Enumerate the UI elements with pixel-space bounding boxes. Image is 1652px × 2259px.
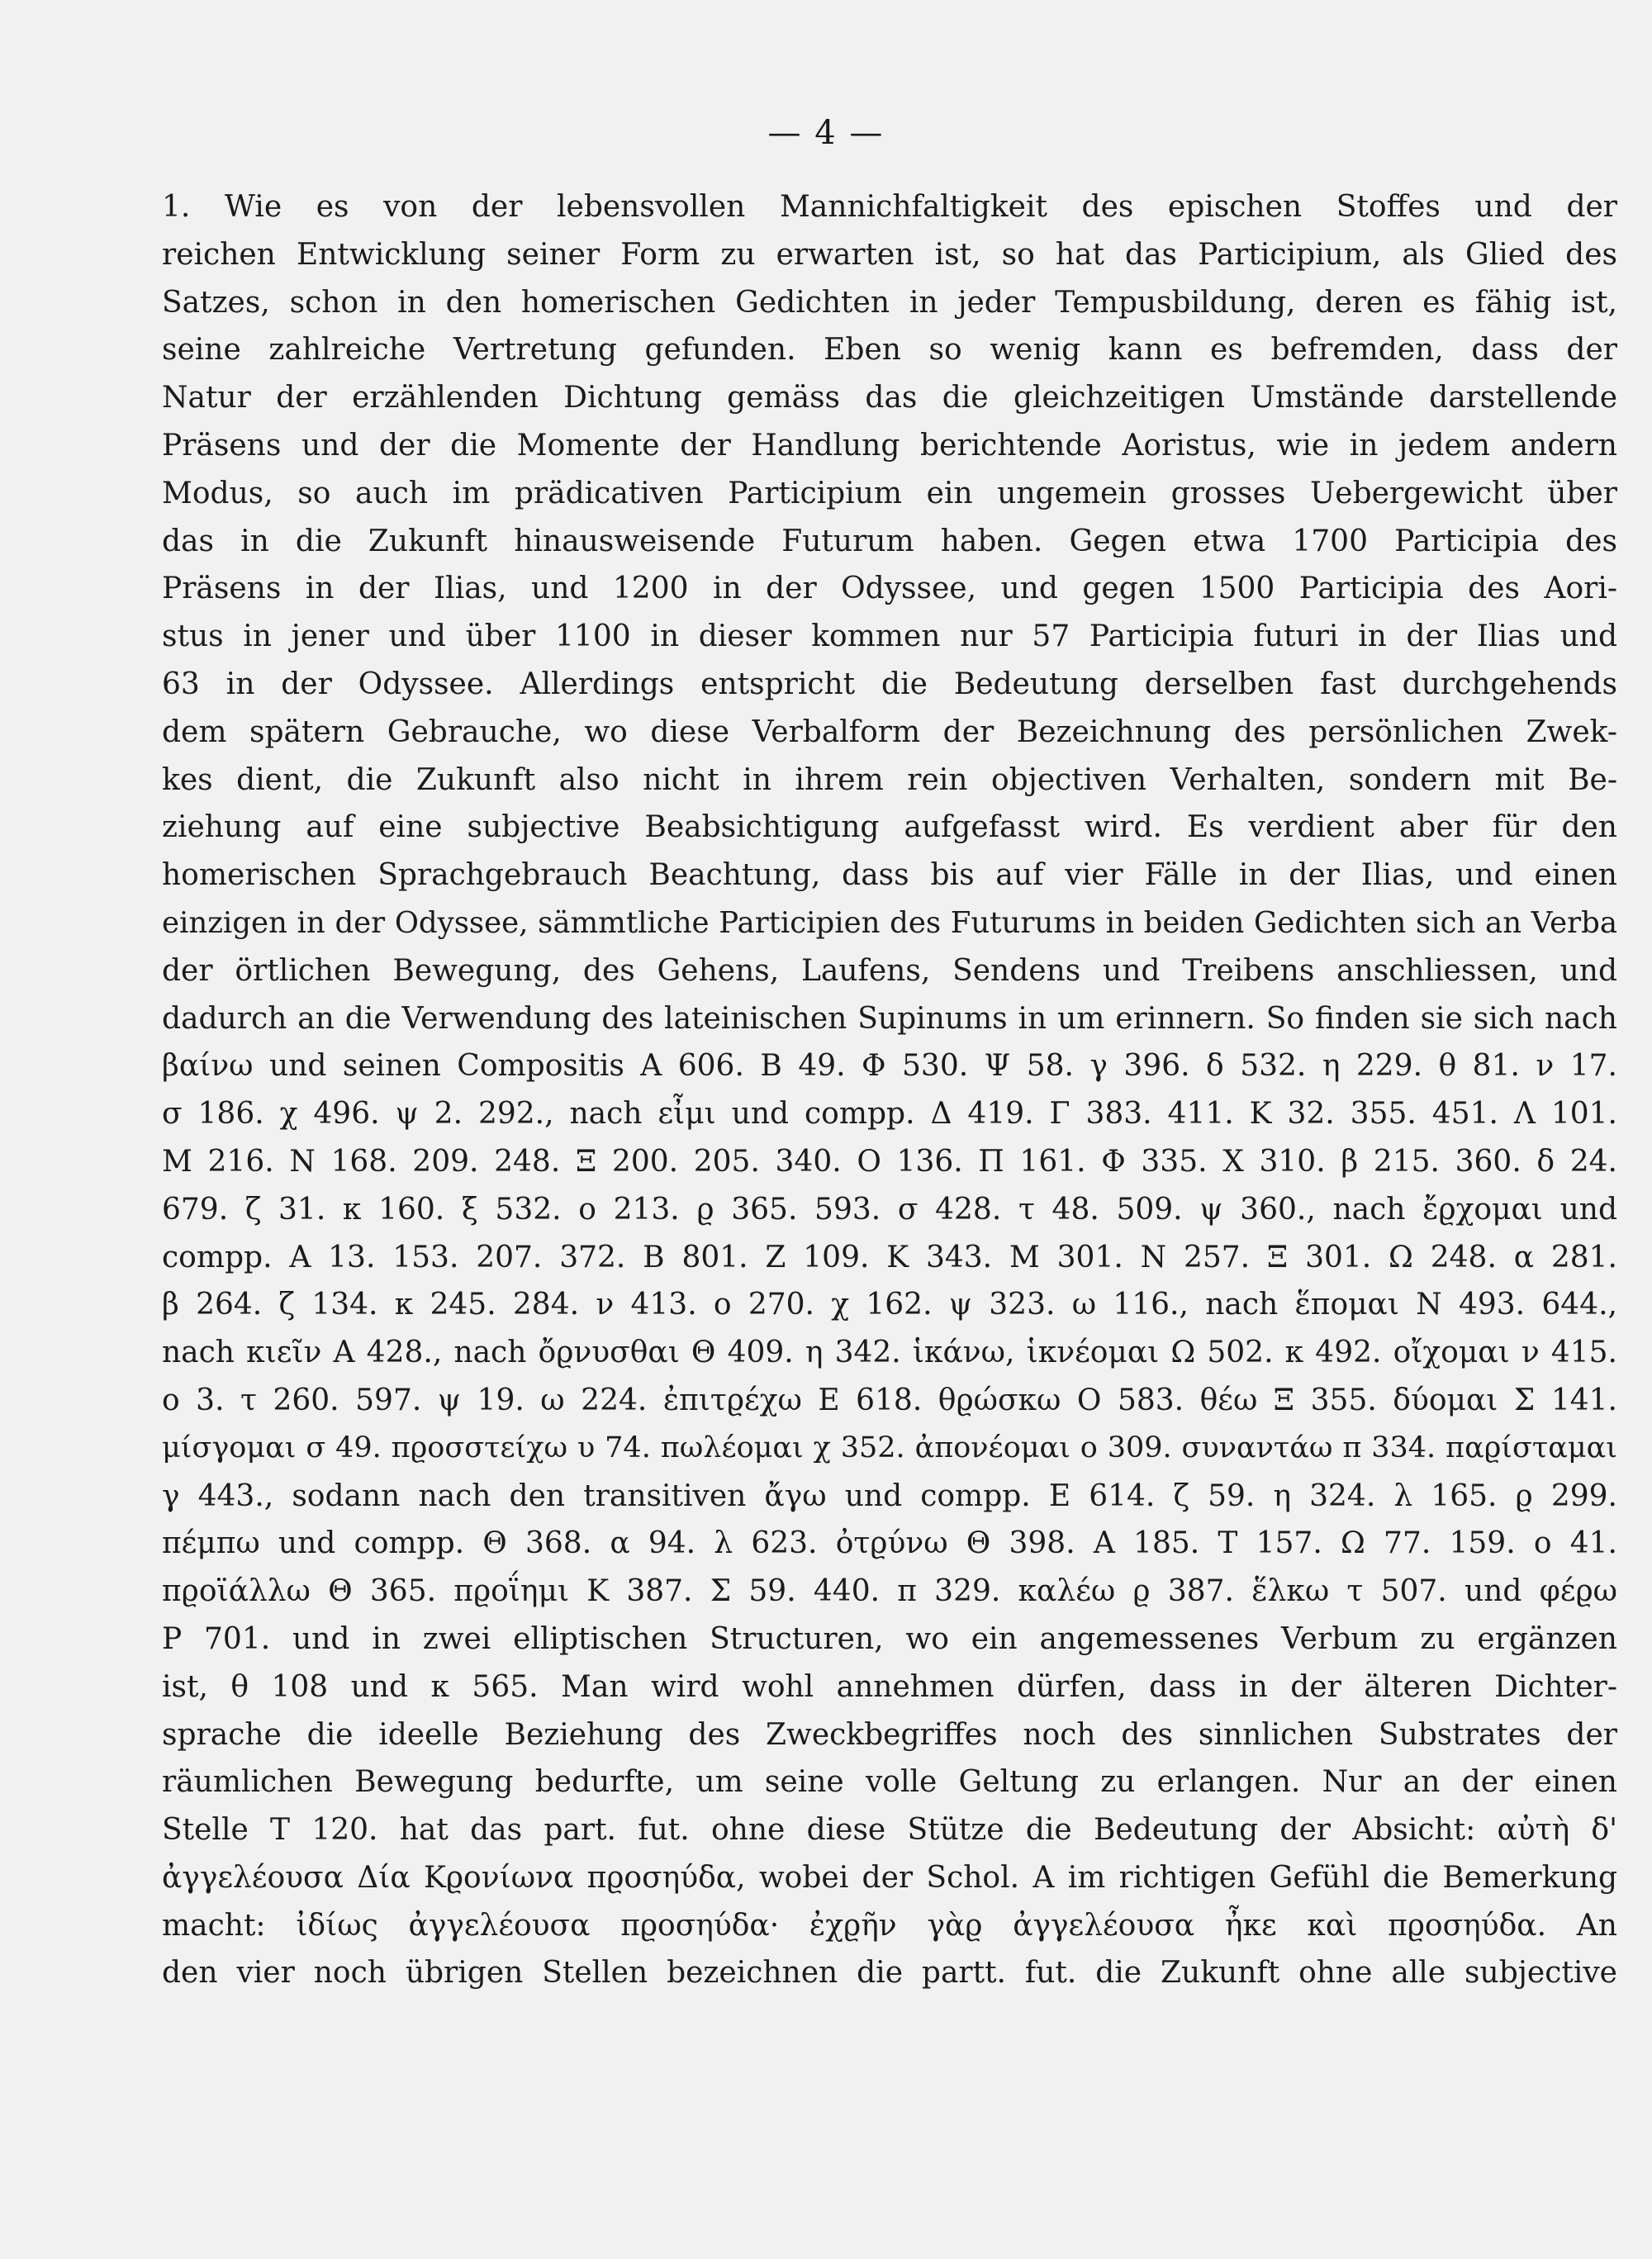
text-line: 63 in der Odyssee. Allerdings entspricht die Bedeutung derselben fast durchgehends <box>162 667 1617 701</box>
text-line: βαίνω und seinen Compositis Α 606. Β 49. Φ 530. Ψ 58. γ 396. δ 532. η 229. θ 81. ν 17. <box>162 1049 1617 1084</box>
text-line: macht: ἰδίως ἀγγελέουσα πϱοσηύδα· ἐχϱῆν γὰϱ ἀγγελέουσα ἦκε καὶ πϱοσηύδα. An <box>162 1908 1617 1943</box>
text-line: dadurch an die Verwendung des lateinischen Supinums in um erinnern. So finden sie sich nach <box>162 1001 1617 1036</box>
text-line: reichen Entwicklung seiner Form zu erwarten ist, so hat das Participium, als Glied des <box>162 237 1617 272</box>
text-line: dem spätern Gebrauche, wo diese Verbalform der Bezeichnung des persönlichen Zwek- <box>162 714 1617 749</box>
text-line: Präsens in der Ilias, und 1200 in der Odyssee, und gegen 1500 Participia des Aori- <box>162 572 1617 606</box>
text-line: ist, θ 108 und κ 565. Man wird wohl annehmen dürfen, dass in der älteren Dichter- <box>162 1669 1617 1704</box>
text-line: μίσγομαι σ 49. πϱοσστείχω υ 74. πωλέομαι χ 352. ἀπονέομαι ο 309. συναντάω π 334. παϱίσταμαι <box>162 1431 1617 1464</box>
page-number: — 4 — <box>767 114 885 152</box>
text-line: σ 186. χ 496. ψ 2. 292., nach εἶμι und compp. Δ 419. Γ 383. 411. Κ 32. 355. 451. Λ 101. <box>162 1097 1617 1132</box>
text-line: stus in jener und über 1100 in dieser kommen nur 57 Participia futuri in der Ilias und <box>162 619 1617 654</box>
text-line: Natur der erzählenden Dichtung gemäss das die gleichzeitigen Umstände darstellende <box>162 381 1617 415</box>
text-line: den vier noch übrigen Stellen bezeichnen die partt. fut. die Zukunft ohne alle subjective <box>162 1956 1617 1991</box>
text-line: ἀγγελέουσα Δία Κϱονίωνα πϱοσηύδα, wobei der Schol. A im richtigen Gefühl die Bemerkung <box>162 1860 1617 1895</box>
text-line: Ρ 701. und in zwei elliptischen Structuren, wo ein angemessenes Verbum zu ergänzen <box>162 1621 1617 1656</box>
text-line: homerischen Sprachgebrauch Beachtung, dass bis auf vier Fälle in der Ilias, und einen <box>162 858 1617 893</box>
text-line: einzigen in der Odyssee, sämmtliche Participien des Futurums in beiden Gedichten sich an Verba <box>162 905 1617 940</box>
text-line: ziehung auf eine subjective Beabsichtigung aufgefasst wird. Es verdient aber für den <box>162 810 1617 845</box>
text-line: 1. Wie es von der lebensvollen Mannichfaltigkeit des epischen Stoffes und der <box>162 190 1617 224</box>
text-line: Μ 216. Ν 168. 209. 248. Ξ 200. 205. 340. Ο 136. Π 161. Φ 335. Χ 310. β 215. 360. δ 24. <box>162 1144 1617 1179</box>
text-line: 679. ζ 31. κ 160. ξ 532. ο 213. ϱ 365. 593. σ 428. τ 48. 509. ψ 360., nach ἔϱχομαι und <box>162 1192 1617 1227</box>
text-line: β 264. ζ 134. κ 245. 284. ν 413. ο 270. χ 162. ψ 323. ω 116., nach ἕπομαι Ν 493. 644., <box>162 1288 1617 1322</box>
text-line: seine zahlreiche Vertretung gefunden. Eben so wenig kann es befremden, dass der <box>162 333 1617 368</box>
text-line: das in die Zukunft hinausweisende Futurum haben. Gegen etwa 1700 Participia des <box>162 524 1617 558</box>
text-line: γ 443., sodann nach den transitiven ἄγω und compp. Ε 614. ζ 59. η 324. λ 165. ϱ 299. <box>162 1478 1617 1513</box>
text-line: nach κιεῖν Α 428., nach ὄϱνυσθαι Θ 409. η 342. ἱκάνω, ἱκνέομαι Ω 502. κ 492. οἴχομαι ν 415. <box>162 1336 1617 1370</box>
text-line: ο 3. τ 260. 597. ψ 19. ω 224. ἐπιτϱέχω Ε 618. θϱώσκω Ο 583. θέω Ξ 355. δύομαι Σ 141. <box>162 1383 1617 1417</box>
text-line: Satzes, schon in den homerischen Gedichten in jeder Tempusbildung, deren es fähig ist, <box>162 285 1617 320</box>
body-text <box>162 183 1617 1997</box>
text-line: räumlichen Bewegung bedurfte, um seine volle Geltung zu erlangen. Nur an der einen <box>162 1765 1617 1800</box>
text-line: Stelle Τ 120. hat das part. fut. ohne diese Stütze die Bedeutung der Absicht: αὐτὴ δ' <box>162 1813 1617 1848</box>
text-line: kes dient, die Zukunft also nicht in ihrem rein objectiven Verhalten, sondern mit Be- <box>162 762 1617 797</box>
text-line: sprache die ideelle Beziehung des Zweckbegriffes noch des sinnlichen Substrates der <box>162 1717 1617 1752</box>
text-line: πϱοϊάλλω Θ 365. πϱοΐημι Κ 387. Σ 59. 440. π 329. καλέω ϱ 387. ἕλκω τ 507. und φέϱω <box>162 1574 1617 1609</box>
text-line: compp. Α 13. 153. 207. 372. Β 801. Ζ 109. Κ 343. Μ 301. Ν 257. Ξ 301. Ω 248. α 281. <box>162 1240 1617 1274</box>
text-line: Präsens und der die Momente der Handlung berichtende Aoristus, wie in jedem andern <box>162 428 1617 463</box>
text-line: Modus, so auch im prädicativen Participium ein ungemein grosses Uebergewicht über <box>162 476 1617 510</box>
text-line: der örtlichen Bewegung, des Gehens, Laufens, Sendens und Treibens anschliessen, und <box>162 953 1617 988</box>
text-line: πέμπω und compp. Θ 368. α 94. λ 623. ὀτϱύνω Θ 398. Α 185. Τ 157. Ω 77. 159. ο 41. <box>162 1526 1617 1561</box>
